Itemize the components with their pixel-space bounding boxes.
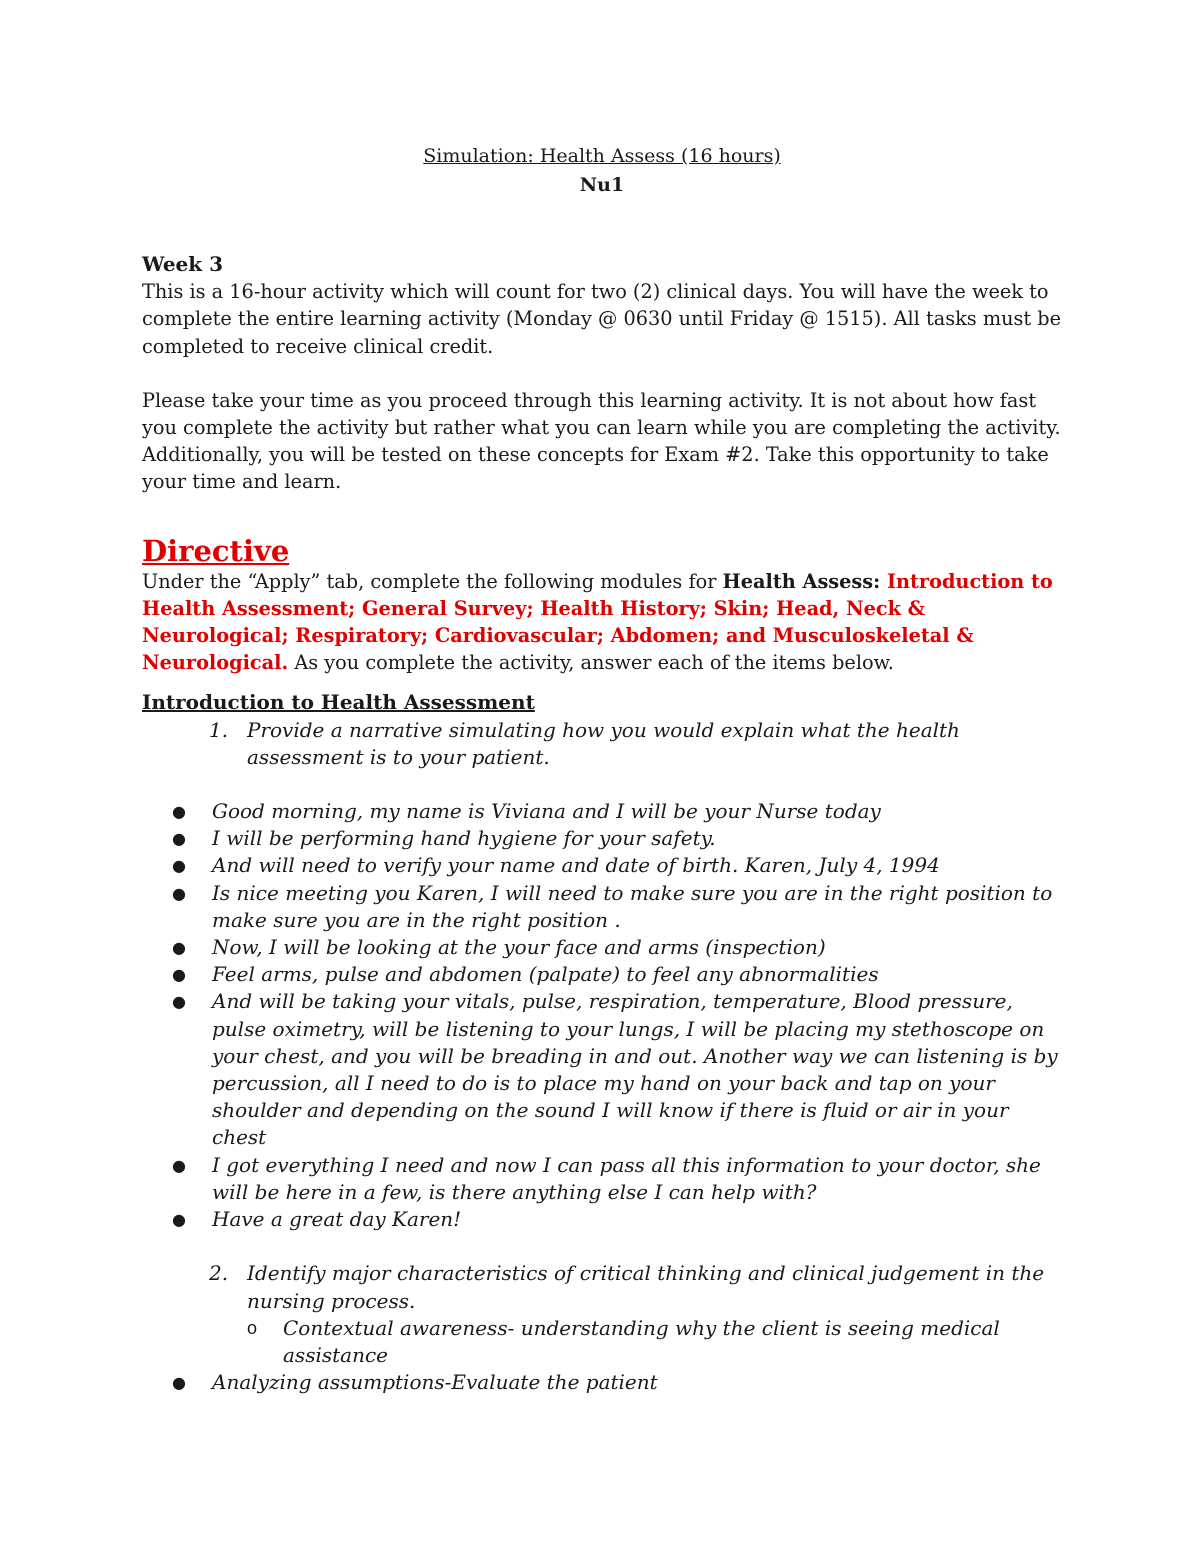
bullet-text: I got everything I need and now I can pass all this information to your doctor, she will be here in a few, is there anything else I can help with? bbox=[212, 1152, 1041, 1204]
directive-product: Health Assess: bbox=[722, 569, 881, 593]
question-2 bbox=[142, 1260, 1062, 1314]
sub-bullet-marker: o bbox=[247, 1317, 258, 1338]
bullet-marker: ● bbox=[172, 883, 186, 903]
list-item bbox=[142, 1152, 1062, 1206]
directive-paragraph bbox=[142, 568, 1062, 677]
list-item bbox=[142, 961, 1062, 988]
intro-paragraph-1: This is a 16-hour activity which will count for two (2) clinical days. You will have the week to complete the entire learning activity (Monday @ 0630 until Friday @ 1515). All tasks must be completed to receive clinical credit. bbox=[142, 280, 1062, 358]
bullet-marker: ● bbox=[172, 1210, 186, 1230]
answer-bullet-list bbox=[142, 798, 1062, 1233]
directive-lead: Under the “Apply” tab, complete the following modules for bbox=[142, 569, 723, 593]
sub-bullet-text: Contextual awareness- understanding why the client is seeing medical assistance bbox=[283, 1315, 1000, 1367]
question-text: Provide a narrative simulating how you would explain what the health assessment is to your patient. bbox=[247, 717, 960, 769]
document-title: Simulation: Health Assess (16 hours) bbox=[423, 145, 781, 167]
list-item bbox=[142, 1369, 1062, 1396]
bullet-text: Feel arms, pulse and abdomen (palpate) to feel any abnormalities bbox=[212, 962, 879, 987]
bullet-marker: ● bbox=[172, 938, 186, 958]
list-item bbox=[142, 852, 1062, 879]
question-text: Identify major characteristics of critical thinking and clinical judgement in the nursing process. bbox=[247, 1261, 1045, 1313]
bullet-marker: ● bbox=[172, 829, 186, 849]
list-item bbox=[142, 825, 1062, 852]
question-number: 1. bbox=[209, 717, 229, 742]
bullet-text: Have a great day Karen! bbox=[212, 1207, 462, 1232]
list-item bbox=[142, 988, 1062, 1151]
bullet-text: And will be taking your vitals, pulse, respiration, temperature, Blood pressure, pulse oximetry, will be listening to your lungs, I will be placing my stethoscope on your chest, and you will be breading in and out. Another way we can listening is by percussion, all I need to do is to place my hand on your back and tap on your shoulder and depending on the sound I will know if there is fluid or air in your chest bbox=[212, 989, 1058, 1150]
list-item bbox=[142, 880, 1062, 934]
directive-heading: Directive bbox=[142, 533, 290, 568]
list-item bbox=[142, 798, 1062, 825]
bullet-text: Analyzing assumptions-Evaluate the patient bbox=[212, 1370, 658, 1395]
bullet-marker: ● bbox=[172, 965, 186, 985]
course-code: Nu1 bbox=[579, 174, 625, 196]
question-number: 2. bbox=[209, 1261, 229, 1286]
bullet-text: Good morning, my name is Viviana and I will be your Nurse today bbox=[212, 799, 881, 824]
sub-list-item bbox=[142, 1315, 1062, 1369]
bullet-marker: ● bbox=[172, 992, 186, 1012]
bullet-marker: ● bbox=[172, 1373, 186, 1393]
list-item bbox=[142, 934, 1062, 961]
bullet-text: I will be performing hand hygiene for your safety. bbox=[212, 826, 716, 851]
list-item bbox=[142, 1206, 1062, 1233]
week-label: Week 3 bbox=[142, 252, 224, 276]
bullet-text: Is nice meeting you Karen, I will need to make sure you are in the right position to make sure you are in the right position . bbox=[212, 880, 1053, 932]
directive-modules: Introduction to Health Assessment; General Survey; Health History; Skin; Head, Neck & Neurological; Respiratory; Cardiovascular; Abdomen; and Musculoskeletal & Neurological. bbox=[142, 569, 1053, 675]
bullet-marker: ● bbox=[172, 802, 186, 822]
bullet-text: Now, I will be looking at the your face and arms (inspection) bbox=[212, 935, 826, 960]
intro-paragraph-2: Please take your time as you proceed through this learning activity. It is not about how fast you complete the activity but rather what you can learn while you are completing the activity. Additionally, you will be tested on these concepts for Exam #2. Take this opportunity to take your time and learn. bbox=[142, 388, 1061, 494]
document-body bbox=[142, 142, 1062, 1396]
bullet-marker: ● bbox=[172, 1155, 186, 1175]
directive-tail: As you complete the activity, answer each of the items below. bbox=[288, 651, 894, 675]
question-1 bbox=[142, 717, 1062, 771]
section-heading: Introduction to Health Assessment bbox=[142, 690, 535, 715]
bullet-marker: ● bbox=[172, 856, 186, 876]
bullet-text: And will need to verify your name and date of birth. Karen, July 4, 1994 bbox=[212, 853, 940, 878]
